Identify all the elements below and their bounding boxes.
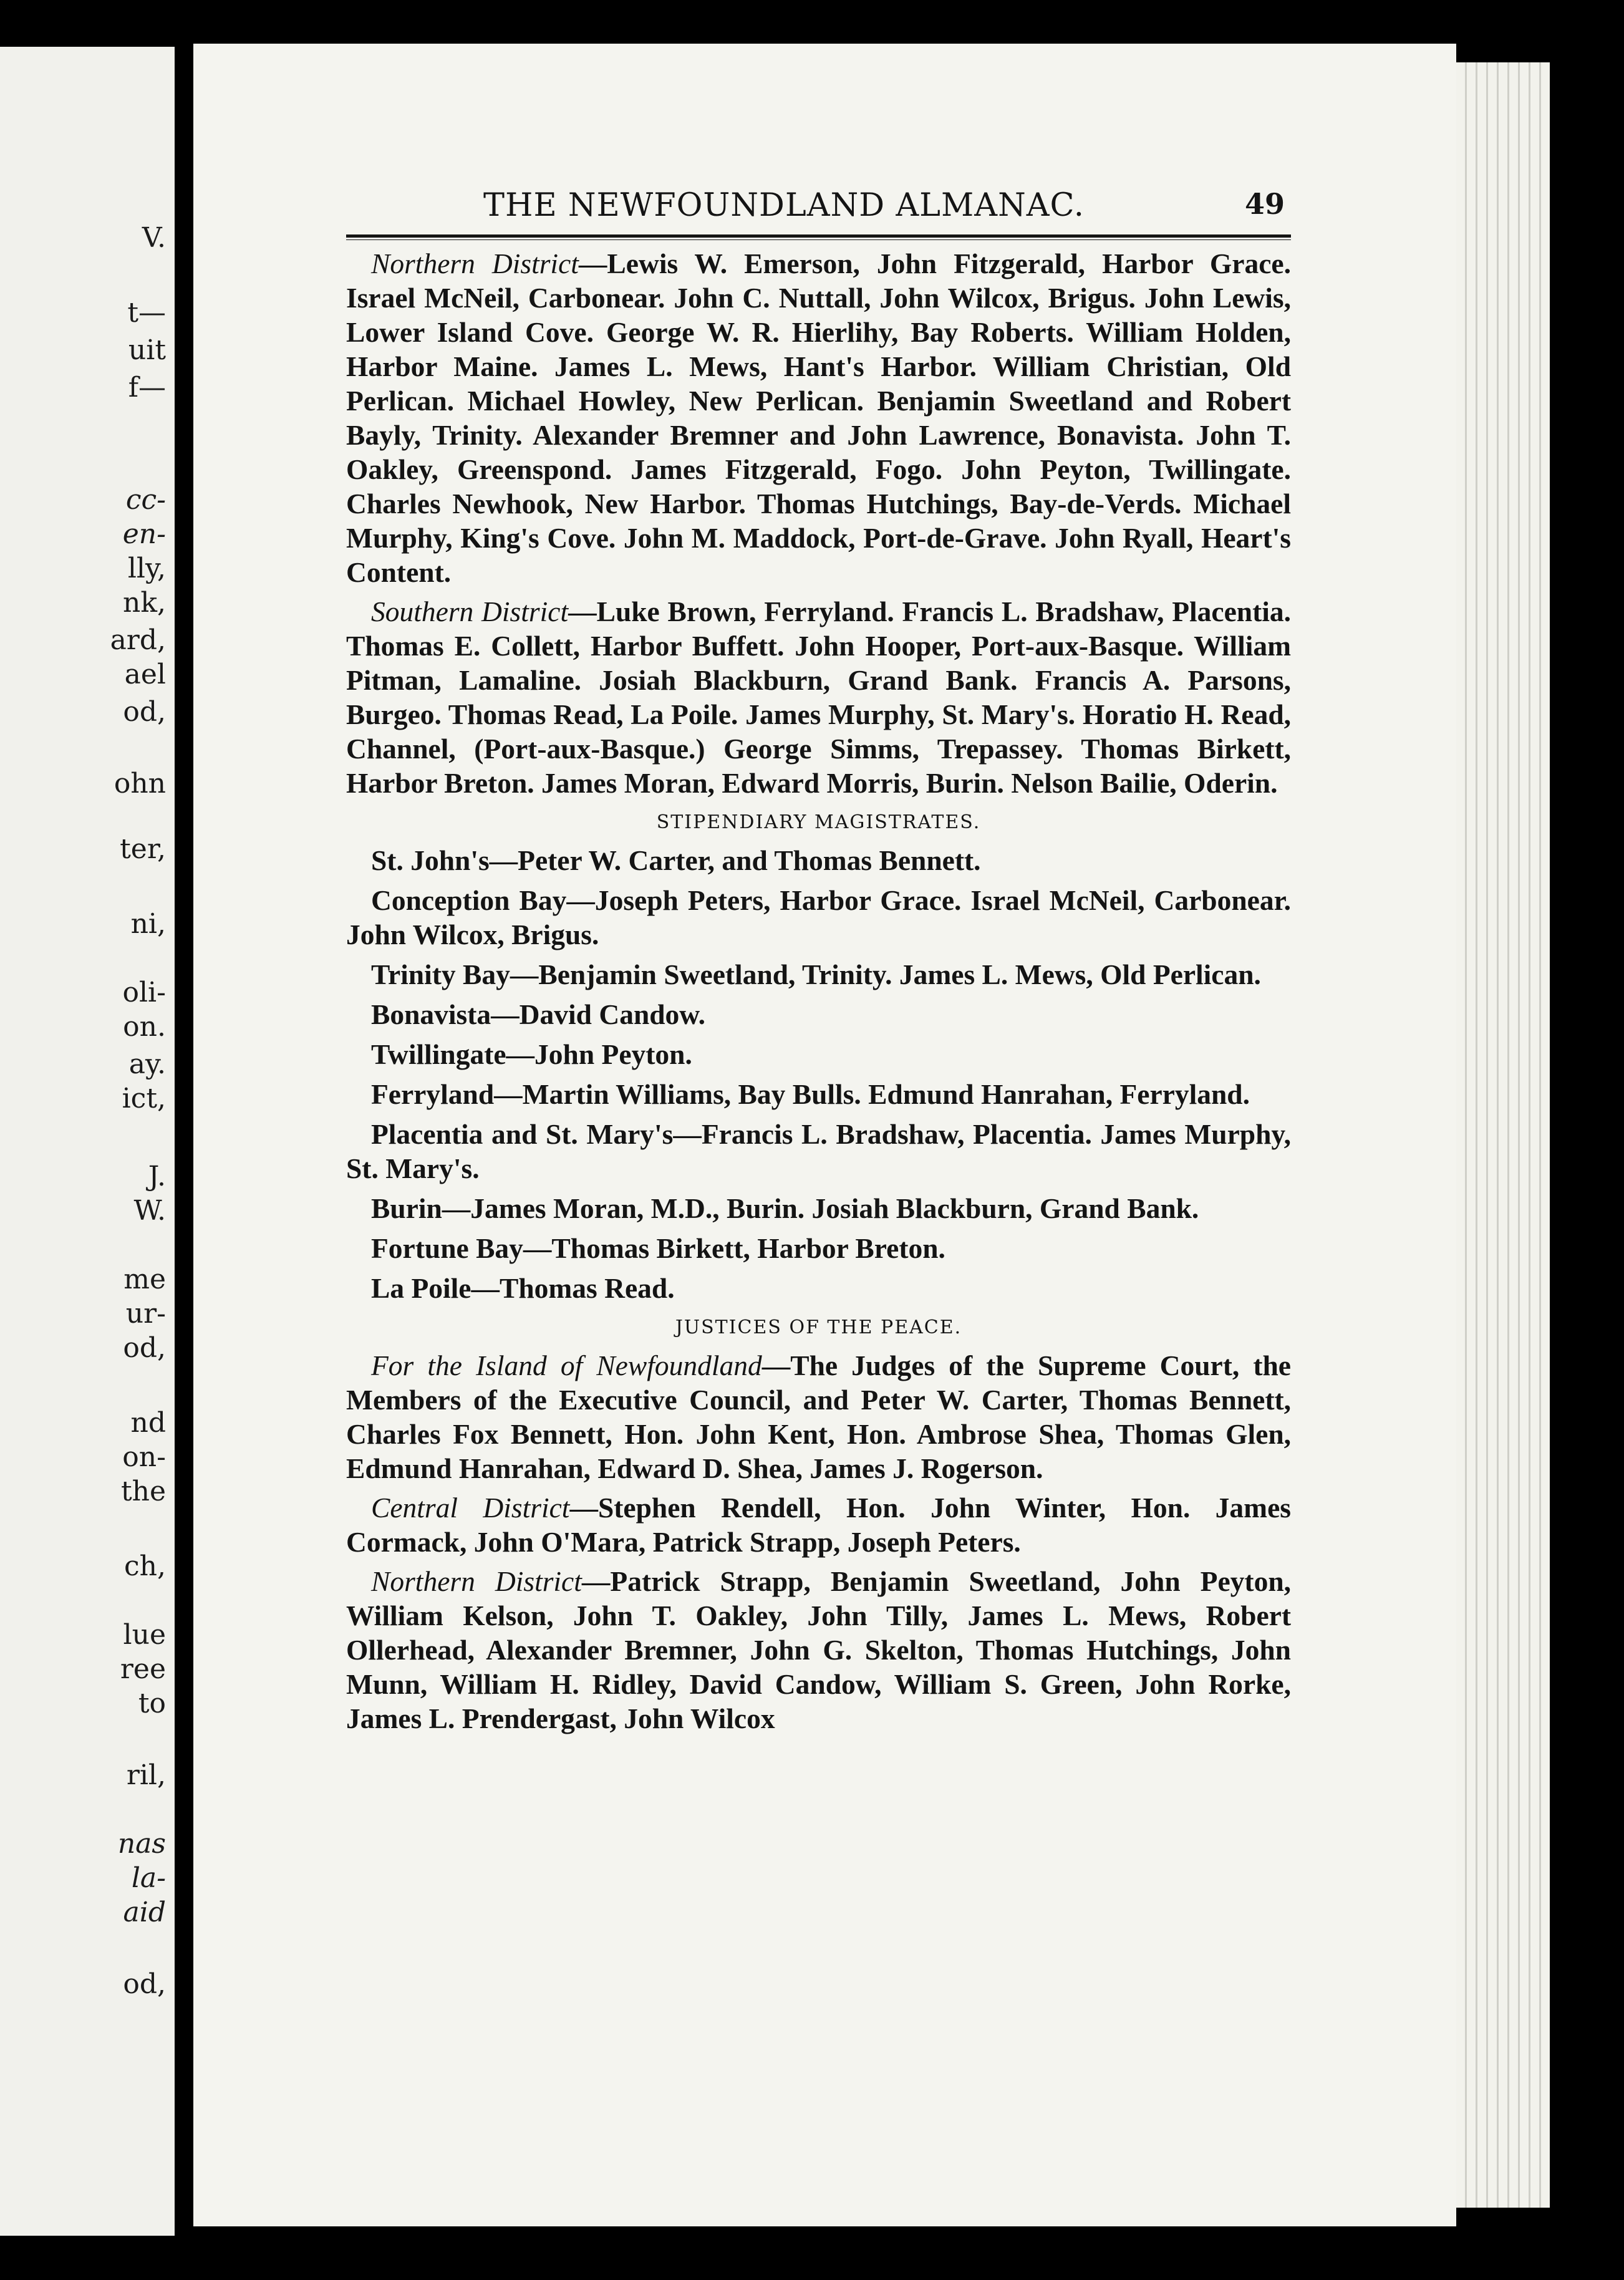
facing-page-text-fragment: ur- bbox=[125, 1298, 166, 1330]
facing-page-text-fragment: ael bbox=[124, 659, 166, 690]
facing-page-text-fragment: on- bbox=[122, 1441, 166, 1473]
facing-page-text-fragment: uit bbox=[128, 334, 166, 366]
facing-page-text-fragment: nas bbox=[117, 1828, 166, 1860]
facing-page-text-fragment: oli- bbox=[122, 977, 166, 1008]
facing-page-text-fragment: on. bbox=[123, 1011, 166, 1043]
facing-page-text-fragment: la- bbox=[131, 1862, 166, 1894]
stipendiary-section bbox=[346, 843, 1291, 1305]
facing-page-text-fragment: to bbox=[138, 1688, 166, 1719]
facing-page-text-fragment: aid bbox=[123, 1896, 166, 1928]
justice-region: For the Island of Newfoundland bbox=[371, 1350, 762, 1381]
facing-page-text-fragment: f— bbox=[128, 372, 166, 403]
facing-page-text-fragment: en- bbox=[122, 518, 166, 550]
magistrate-entry: Trinity Bay—Benjamin Sweetland, Trinity. James L. Mews, Old Perlican. bbox=[371, 959, 1261, 990]
facing-page-text-fragment: ard, bbox=[110, 624, 166, 656]
justices-section bbox=[346, 1348, 1291, 1736]
facing-page-text-fragment: ch, bbox=[124, 1550, 166, 1582]
facing-page-text-fragment: od, bbox=[123, 1332, 166, 1364]
magistrate-entry: Ferryland—Martin Williams, Bay Bulls. Edmund Hanrahan, Ferryland. bbox=[371, 1078, 1250, 1110]
running-head: THE NEWFOUNDLAND ALMANAC. bbox=[483, 187, 1085, 224]
section-heading-stipendiary: STIPENDIARY MAGISTRATES. bbox=[656, 811, 981, 833]
page-content bbox=[346, 187, 1291, 1741]
facing-page-text-fragment: J. bbox=[148, 1161, 166, 1192]
facing-page-text-fragment: ter, bbox=[120, 833, 166, 865]
facing-page-text-fragment: W. bbox=[133, 1195, 166, 1227]
facing-page-text-fragment: nd bbox=[130, 1407, 166, 1439]
magistrate-entry: Conception Bay—Joseph Peters, Harbor Grace. Israel McNeil, Carbonear. John Wilcox, Brigus. bbox=[346, 884, 1291, 950]
section-heading-justices: JUSTICES OF THE PEACE. bbox=[675, 1316, 962, 1338]
facing-page-fragment bbox=[0, 47, 175, 2236]
facing-page-text-fragment: ict, bbox=[122, 1083, 166, 1114]
justice-region: Central District bbox=[371, 1492, 570, 1524]
page-number: 49 bbox=[1244, 187, 1285, 221]
magistrate-entry: Placentia and St. Mary's—Francis L. Bradshaw, Placentia. James Murphy, St. Mary's. bbox=[346, 1118, 1291, 1184]
facing-page-text-fragment: ril, bbox=[126, 1759, 166, 1791]
district-entry bbox=[346, 246, 1291, 589]
surrogates-section bbox=[346, 246, 1291, 800]
facing-page-text-fragment: lly, bbox=[127, 553, 166, 584]
facing-page-text-fragment: nk, bbox=[123, 587, 166, 619]
facing-page-text-fragment: cc- bbox=[125, 484, 166, 516]
magistrate-entry: Burin—James Moran, M.D., Burin. Josiah Blackburn, Grand Bank. bbox=[371, 1192, 1199, 1224]
magistrate-entry: Fortune Bay—Thomas Birkett, Harbor Breton. bbox=[371, 1232, 945, 1264]
justice-entry bbox=[346, 1348, 1291, 1485]
page-header bbox=[346, 187, 1291, 231]
facing-page-text-fragment: ni, bbox=[130, 908, 166, 940]
justice-entry bbox=[346, 1490, 1291, 1559]
district-name: Northern District bbox=[371, 248, 579, 279]
magistrate-entry: Bonavista—David Candow. bbox=[371, 998, 706, 1030]
magistrate-entry: Twillingate—John Peyton. bbox=[371, 1038, 692, 1070]
facing-page-text-fragment: ay. bbox=[128, 1048, 166, 1080]
justice-text: —Patrick Strapp, Benjamin Sweetland, John Peyton, William Kelson, John T. Oakley, John Tilly, James L. Mews, Robert Ollerhead, Alexander Bremner, John G. Skelton, Thomas Hutchings, John Munn, William H. Ridley, David Candow, William S. Green, John Rorke, James L. Prendergast, John Wilcox bbox=[346, 1565, 1291, 1734]
district-entry bbox=[346, 594, 1291, 800]
facing-page-text-fragment: ohn bbox=[114, 768, 166, 799]
district-text: —Luke Brown, Ferryland. Francis L. Bradshaw, Placentia. Thomas E. Collett, Harbor Buffett. John Hooper, Port-aux-Basque. William Pitman, Lamaline. Josiah Blackburn, Grand Bank. Francis A. Parsons, Burgeo. Thomas Read, La Poile. James Murphy, St. Mary's. Horatio H. Read, Channel, (Port-aux-Basque.) George Simms, Trepassey. Thomas Birkett, Harbor Breton. James Moran, Edward Morris, Burin. Nelson Bailie, Oderin. bbox=[346, 596, 1292, 799]
facing-page-text-fragment: V. bbox=[142, 222, 166, 254]
district-text: —Lewis W. Emerson, John Fitzgerald, Harbor Grace. Israel McNeil, Carbonear. John C. Nuttall, John Wilcox, Brigus. John Lewis, Lower Island Cove. George W. R. Hierlihy, Bay Roberts. William Holden, Harbor Maine. James L. Mews, Hant's Harbor. William Christian, Old Perlican. Michael Howley, New Perlican. Benjamin Sweetland and Robert Bayly, Trinity. Alexander Bremner and John Lawrence, Bonavista. John T. Oakley, Greenspond. James Fitzgerald, Fogo. John Peyton, Twillingate. Charles Newhook, New Harbor. Thomas Hutchings, Bay-de-Verds. Michael Murphy, King's Cove. John M. Maddock, Port-de-Grave. John Ryall, Heart's Content. bbox=[346, 248, 1291, 588]
facing-page-text-fragment: od, bbox=[123, 696, 166, 728]
facing-page-text-fragment: ree bbox=[120, 1653, 166, 1685]
facing-page-text-fragment: lue bbox=[123, 1619, 166, 1651]
justice-text: —Stephen Rendell, Hon. John Winter, Hon. James Cormack, John O'Mara, Patrick Strapp, Joseph Peters. bbox=[346, 1492, 1291, 1558]
facing-page-text-fragment: me bbox=[123, 1263, 166, 1295]
justice-text: —The Judges of the Supreme Court, the Members of the Executive Council, and Peter W. Carter, Thomas Bennett, Charles Fox Bennett, Hon. John Kent, Hon. Ambrose Shea, Thomas Glen, Edmund Hanrahan, Edward D. Shea, James J. Rogerson. bbox=[346, 1350, 1292, 1484]
facing-page-text-fragment: t— bbox=[127, 297, 166, 329]
facing-page-text-fragment: the bbox=[120, 1476, 166, 1507]
district-name: Southern District bbox=[371, 596, 569, 627]
magistrate-entry: St. John's—Peter W. Carter, and Thomas Bennett. bbox=[371, 844, 981, 876]
facing-page-text-fragment: od, bbox=[123, 1968, 166, 2000]
header-rule bbox=[346, 234, 1291, 240]
justice-entry bbox=[346, 1564, 1291, 1736]
magistrate-entry: La Poile—Thomas Read. bbox=[371, 1272, 675, 1304]
page-edges bbox=[1456, 62, 1550, 2208]
justice-region: Northern District bbox=[371, 1565, 582, 1597]
